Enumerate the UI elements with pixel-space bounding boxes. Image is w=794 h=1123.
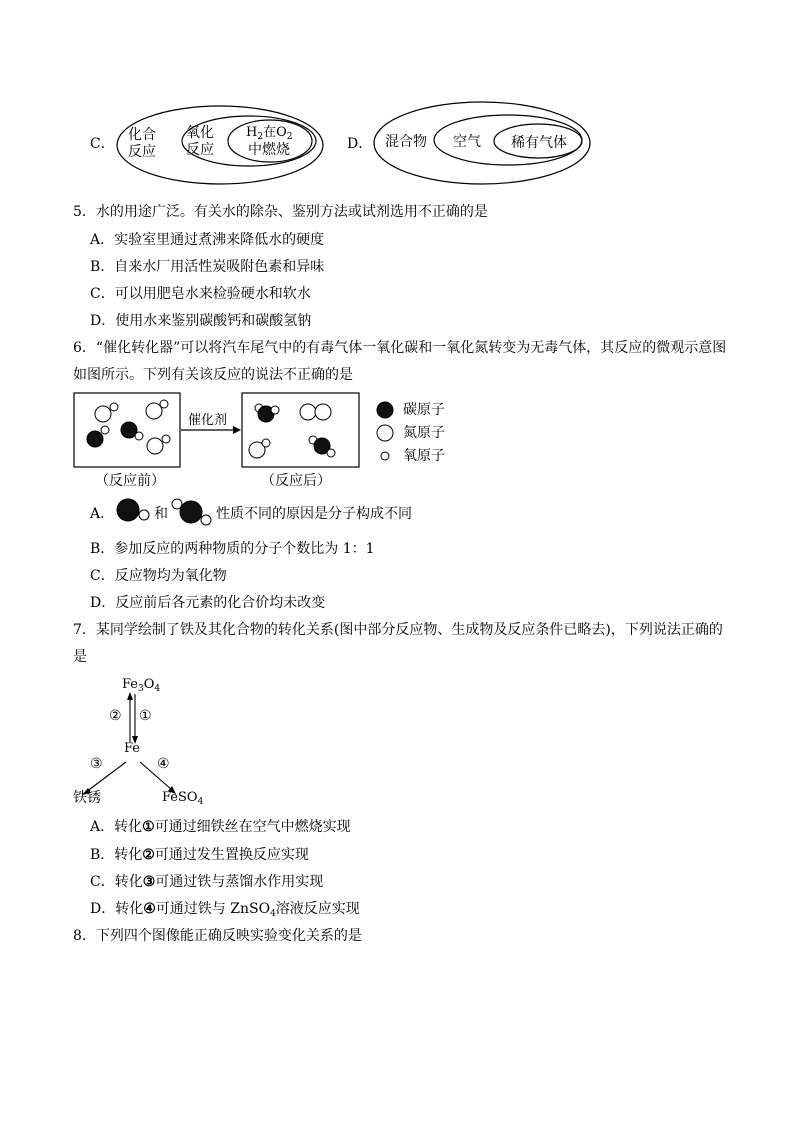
nitrogen-atom-icon <box>377 425 393 441</box>
co2-o <box>327 449 335 457</box>
d-mid-label: 空气 <box>453 134 481 150</box>
q7-option-b[interactable]: B．转化②可通过发生置换反应实现 <box>90 847 309 863</box>
co-molecule-o <box>135 432 143 440</box>
q4-option-c-label[interactable]: C． <box>90 136 115 152</box>
q7-option-a[interactable]: A．转化①可通过细铁丝在空气中燃烧实现 <box>90 819 351 835</box>
legend-nitrogen: 氮原子 <box>403 425 445 441</box>
no-molecule-o <box>110 403 118 411</box>
q6-option-b[interactable]: B．参加反应的两种物质的分子个数比为 1：1 <box>90 541 375 557</box>
q5-stem: 5．水的用途广泛。有关水的除杂、鉴别方法或试剂选用不正确的是 <box>73 204 488 220</box>
q7-option-d[interactable]: D．转化④可通过铁与 ZnSO$_4$溶液反应实现 <box>90 901 360 919</box>
q7-stem-line-1: 7．某同学绘制了铁及其化合物的转化关系(图中部分反应物、生成物及反应条件已略去)，下列说法正确的 <box>73 622 723 638</box>
q6-option-a-label[interactable]: A． <box>90 506 115 522</box>
q6-legend-icons <box>375 401 401 465</box>
no-molecule-o <box>160 400 168 408</box>
no-after-o <box>262 439 270 447</box>
c-inner-label-1: $H_2$在$O_2$ <box>246 125 293 142</box>
no-molecule-n <box>95 406 111 422</box>
catalyst-label: 催化剂 <box>188 413 228 428</box>
co-molecule-c <box>87 431 103 447</box>
q7-stem-line-2: 是 <box>73 649 87 665</box>
rust-label: 铁锈 <box>73 790 101 806</box>
n2-n <box>315 404 331 420</box>
d-outer-label: 混合物 <box>385 134 427 150</box>
c-mid-label-1: 氧化 <box>186 125 214 141</box>
co2-molecule-icon <box>169 496 215 530</box>
c-mid-label-2: 反应 <box>186 142 214 158</box>
reaction-arrow-head <box>233 426 241 434</box>
arrow-2-label: ② <box>109 708 122 724</box>
fe-label: Fe <box>124 741 141 756</box>
co-molecule-o <box>101 426 109 434</box>
legend-oxygen: 氧原子 <box>403 448 445 464</box>
oxygen-atom-icon <box>381 452 389 460</box>
q7-option-c[interactable]: C．转化③可通过铁与蒸馏水作用实现 <box>90 874 324 890</box>
q6-option-c[interactable]: C．反应物均为氧化物 <box>90 568 227 584</box>
q6-stem-line-2: 如图所示。下列有关该反应的说法不正确的是 <box>73 367 353 383</box>
q6-stem-line-1: 6．“催化转化器”可以将汽车尾气中的有毒气体一氧化碳和一氧化氮转变为无毒气体，其反应的微观示意图 <box>73 340 727 356</box>
no-molecule-o <box>162 435 170 443</box>
no-molecule-n <box>147 438 163 454</box>
after-caption: （反应后） <box>261 473 331 489</box>
feso4-label: FeSO$_4$ <box>162 790 204 807</box>
n2-n <box>300 404 316 420</box>
q5-option-b[interactable]: B．自来水厂用活性炭吸附色素和异味 <box>90 259 325 275</box>
d-inner-label: 稀有气体 <box>511 135 567 151</box>
q5-option-c[interactable]: C．可以用肥皂水来检验硬水和软水 <box>90 286 311 302</box>
q4-option-d-label[interactable]: D． <box>347 136 373 152</box>
c-inner-label-2: 中燃烧 <box>248 142 290 158</box>
q6-reaction-diagram <box>73 392 363 470</box>
arrow-3-label: ③ <box>90 756 103 772</box>
q5-option-a[interactable]: A．实验室里通过煮沸来降低水的硬度 <box>90 232 325 248</box>
q6-option-a-and: 和 <box>154 506 168 522</box>
before-caption: （反应前） <box>95 473 165 489</box>
fe3o4-label: $Fe_3O_4$ <box>122 677 161 694</box>
c-outer-label-2: 反应 <box>128 144 156 160</box>
q8-stem: 8．下列四个图像能正确反映实验变化关系的是 <box>73 928 362 944</box>
q6-option-d[interactable]: D．反应前后各元素的化合价均未改变 <box>90 595 326 611</box>
q5-option-d[interactable]: D．使用水来鉴别碳酸钙和碳酸氢钠 <box>90 313 312 329</box>
co-molecule-icon <box>116 497 156 527</box>
legend-carbon: 碳原子 <box>403 402 445 418</box>
co2-o <box>271 406 279 414</box>
no-molecule-n <box>146 403 162 419</box>
c-outer-label-1: 化合 <box>128 127 156 143</box>
arrow-1-label: ① <box>139 708 152 724</box>
carbon-atom-icon <box>377 402 393 418</box>
arrow-4-label: ④ <box>157 756 170 772</box>
q6-option-a-text: 性质不同的原因是分子构成不同 <box>216 506 412 522</box>
